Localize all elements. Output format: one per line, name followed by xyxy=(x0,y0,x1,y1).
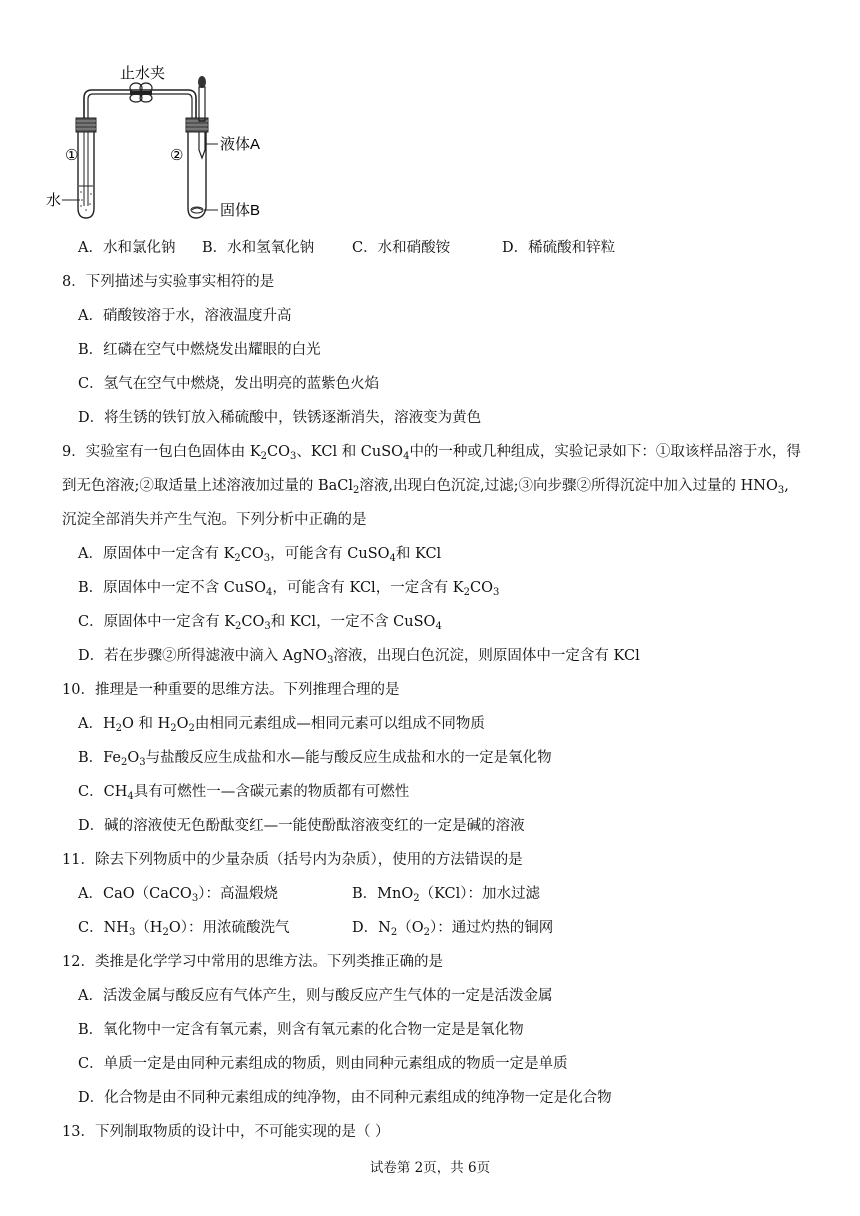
q11-option-d: D．$N_2(O_2)$：通过灼热的铜网 xyxy=(352,920,554,938)
clamp-label: 止水夹 xyxy=(120,65,166,82)
q7-option-a: A．水和氯化钠 xyxy=(78,240,176,256)
q9-option-d: D．若在步骤②所得滤液中滴入 AgNO$_3$溶液，出现白色沉淀，则原固体中一定含有 KCl xyxy=(78,648,640,666)
q7-option-c: C．水和硝酸铵 xyxy=(352,240,451,256)
q10-option-c: C．$CH_4$具有可燃性一—含碳元素的物质都有可燃性 xyxy=(78,784,410,802)
tube1-label: ① xyxy=(65,147,79,164)
q9-option-b: B．原固体中一定不含 CuSO$_4$，可能含有 KCl，一定含有 $K_2CO_3$ xyxy=(78,580,500,598)
q10-stem: 10．推理是一种重要的思维方法。下列推理合理的是 xyxy=(62,682,400,698)
solid-b-label: 固体B xyxy=(220,202,261,219)
q8-stem: 8．下列描述与实验事实相符的是 xyxy=(62,274,275,290)
water-label: 水 xyxy=(46,192,62,209)
q9-stem-line2: 到无色溶液;②取适量上述溶液加过量的 BaCl$_2$溶液,出现白色沉淀,过滤;③向步骤②所得沉淀中加入过量的 $HNO_3$, xyxy=(62,478,789,496)
q10-option-d: D．碱的溶液使无色酚酞变红—一能使酚酞溶液变红的一定是碱的溶液 xyxy=(78,818,525,834)
q9-stem-line1: 9．实验室有一包白色固体由 $K_2CO_3$、KCl 和 CuSO$_4$中的一种或几种组成，实验记录如下：①取该样品溶于水，得 xyxy=(62,444,801,462)
q7-option-d: D．稀硫酸和锌粒 xyxy=(502,240,616,256)
q9-stem-line3: 沉淀全部消失并产生气泡。下列分析中正确的是 xyxy=(62,512,367,528)
tube2-label: ② xyxy=(170,147,184,164)
dropper-icon xyxy=(198,76,206,158)
q8-option-c: C．氢气在空气中燃烧，发出明亮的蓝紫色火焰 xyxy=(78,376,380,392)
clamp-icon xyxy=(130,83,152,102)
q7-option-b: B．水和氢氧化钠 xyxy=(202,240,315,256)
q13-stem: 13．下列制取物质的设计中，不可能实现的是（ ） xyxy=(62,1124,390,1140)
q12-option-b: B．氧化物中一定含有氧元素，则含有氧元素的化合物一定是是氧化物 xyxy=(78,1022,524,1038)
q8-option-d: D．将生锈的铁钉放入稀硫酸中，铁锈逐渐消失，溶液变为黄色 xyxy=(78,410,482,426)
q8-option-a: A．硝酸铵溶于水，溶液温度升高 xyxy=(78,308,292,324)
q11-stem: 11．除去下列物质中的少量杂质（括号内为杂质），使用的方法错误的是 xyxy=(62,852,523,868)
q9-option-c: C．原固体中一定含有 $K_2CO_3$和 KCl，一定不含 CuSO$_4$ xyxy=(78,614,442,632)
page-footer: 试卷第 2页，共 6页 xyxy=(369,1160,491,1176)
q10-option-a: A．$H_2O$ 和 $H_2O_2$由相同元素组成—相同元素可以组成不同物质 xyxy=(78,716,485,734)
liquid-a-label: 液体A xyxy=(220,136,261,153)
q12-option-c: C．单质一定是由同种元素组成的物质，则由同种元素组成的物质一定是单质 xyxy=(78,1056,568,1072)
q9-option-a: A．原固体中一定含有 $K_2CO_3$，可能含有 CuSO$_4$和 KCl xyxy=(78,546,442,564)
q10-option-b: B．$Fe_2O_3$与盐酸反应生成盐和水—能与酸反应生成盐和水的一定是氧化物 xyxy=(78,750,552,768)
q8-option-b: B．红磷在空气中燃烧发出耀眼的白光 xyxy=(78,342,321,358)
q11-option-c: C．$NH_3(H_2O)$：用浓硫酸洗气 xyxy=(78,920,290,938)
apparatus-diagram xyxy=(48,58,288,228)
q12-stem: 12．类推是化学学习中常用的思维方法。下列类推正确的是 xyxy=(62,954,443,970)
q11-option-a: A．CaO（CaCO$_3$）：高温煅烧 xyxy=(78,886,278,904)
q11-option-b: B．MnO$_2$（KCl）：加水过滤 xyxy=(352,886,541,904)
q12-option-a: A．活泼金属与酸反应有气体产生，则与酸反应产生气体的一定是活泼金属 xyxy=(78,988,553,1004)
q12-option-d: D．化合物是由不同种元素组成的纯净物，由不同种元素组成的纯净物一定是化合物 xyxy=(78,1090,612,1106)
